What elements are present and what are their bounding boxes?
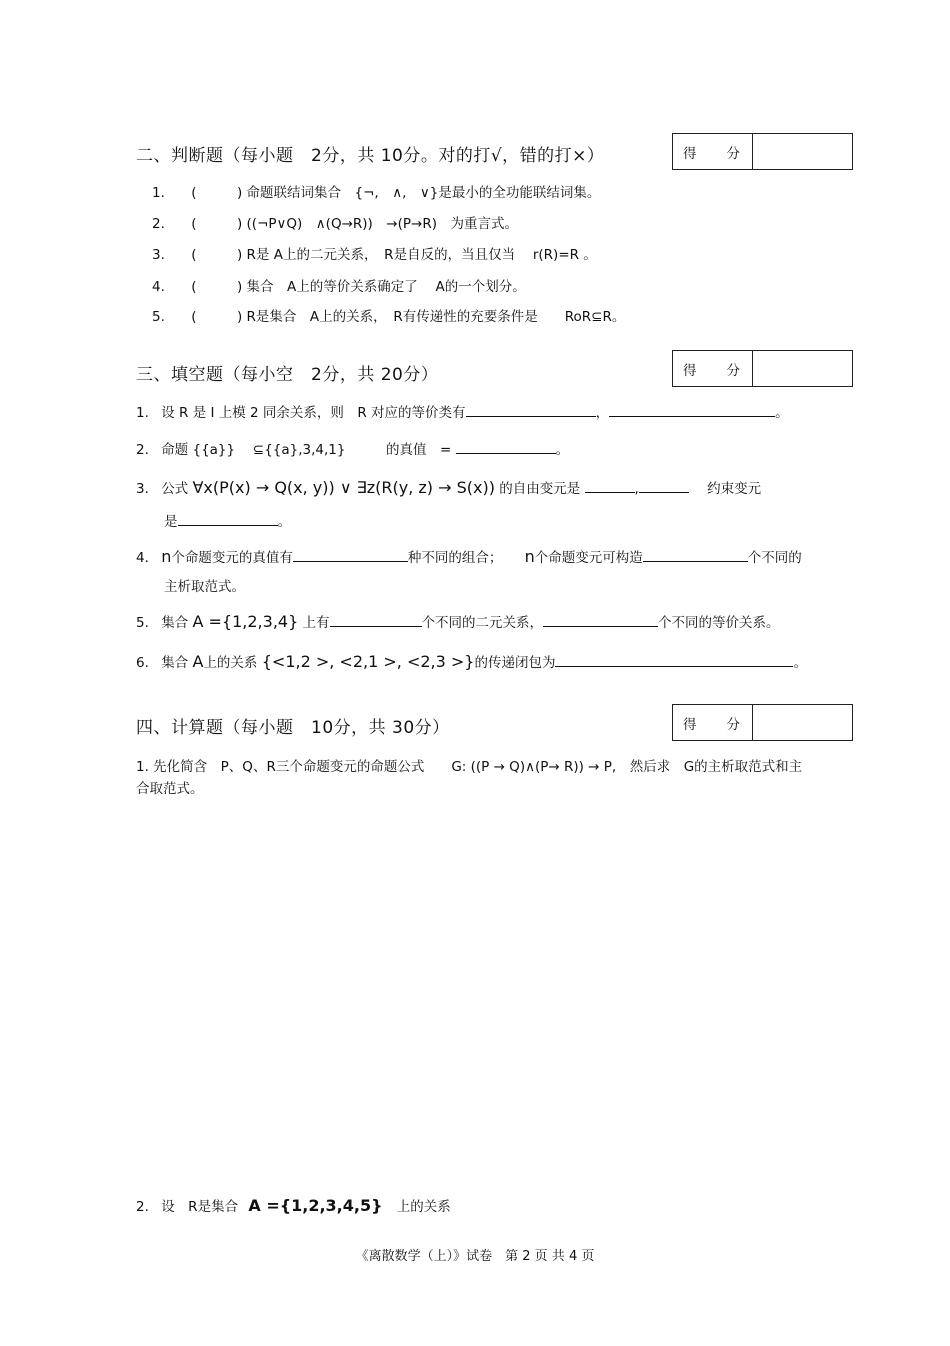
fill-question-4-cont: 主析取范式。 xyxy=(164,579,245,595)
question-text: 的自由变元是 xyxy=(499,481,581,497)
question-number: 4. xyxy=(136,550,149,566)
section3-title: 三、填空题（每小空 2分，共 20分） xyxy=(136,365,439,385)
relation: {<1,2 >, <2,1 >, <2,3 >} xyxy=(261,652,475,671)
score-label-char-2: 分 xyxy=(726,362,740,379)
fill-question-3-cont xyxy=(164,510,291,530)
question-number: 5. xyxy=(136,615,149,631)
question-text: 个命题变元可构造 xyxy=(534,550,643,566)
item-text: 命题联结词集合 {¬, ∧, ∨}是最小的全功能联结词集。 xyxy=(246,185,601,201)
answer-paren[interactable]: ( ) xyxy=(191,247,243,263)
score-label-char-2: 分 xyxy=(726,716,740,733)
fill-question-1 xyxy=(136,401,789,421)
variable-n: n xyxy=(161,547,172,566)
judgement-item xyxy=(152,275,526,295)
score-label-char-2: 分 xyxy=(726,145,740,162)
question-text: 集合 xyxy=(161,615,189,631)
item-text: R是集合 A上的关系， R有传递性的充要条件是 RoR⊆R。 xyxy=(246,309,626,325)
question-text: 上的关系 xyxy=(203,655,258,671)
answer-blank[interactable] xyxy=(178,512,278,526)
fill-question-4 xyxy=(136,546,802,566)
section4-title: 四、计算题（每小题 10分，共 30分） xyxy=(136,718,450,738)
question-number: 1. xyxy=(136,405,149,421)
score-label-char-1: 得 xyxy=(683,145,697,162)
question-text: 个不同的等价关系。 xyxy=(658,615,780,631)
question-text: 上有 xyxy=(302,615,330,631)
section4-score-box xyxy=(672,704,853,741)
question-text: 。 xyxy=(793,655,807,671)
answer-blank[interactable] xyxy=(639,479,689,493)
question-text: 设 R 是 I 上模 2 同余关系，则 R 对应的等价类有 xyxy=(161,405,466,421)
question-number: 2. xyxy=(136,442,149,458)
question-number: 2. xyxy=(136,1199,149,1215)
question-text: 上的关系 xyxy=(396,1199,451,1215)
answer-paren[interactable]: ( ) xyxy=(191,216,243,232)
answer-blank[interactable] xyxy=(585,479,635,493)
calc-question-2 xyxy=(136,1195,451,1215)
score-label-char-1: 得 xyxy=(683,716,697,733)
judgement-item xyxy=(152,181,600,201)
answer-blank[interactable] xyxy=(466,403,596,417)
section2-title: 二、判断题（每小题 2分，共 10分。对的打√，错的打×） xyxy=(136,146,605,166)
question-text: 是 xyxy=(164,514,178,530)
item-text: R是 A上的二元关系， R是自反的，当且仅当 r(R)=R 。 xyxy=(246,247,597,263)
judgement-item xyxy=(152,243,597,263)
item-number: 5. xyxy=(152,309,165,325)
answer-blank[interactable] xyxy=(456,440,556,454)
question-text: 的传递闭包为 xyxy=(474,655,556,671)
question-text: 种不同的组合； xyxy=(407,550,503,566)
answer-blank[interactable] xyxy=(543,613,658,627)
answer-paren[interactable]: ( ) xyxy=(191,185,243,201)
question-text: , xyxy=(634,481,639,497)
score-label xyxy=(673,351,753,386)
question-number: 3. xyxy=(136,481,149,497)
question-text: 个不同的二元关系， xyxy=(421,615,544,631)
score-field[interactable] xyxy=(753,705,852,740)
item-number: 2. xyxy=(152,216,165,232)
item-text: 集合 A上的等价关系确定了 A的一个划分。 xyxy=(246,279,526,295)
judgement-item xyxy=(152,305,625,325)
item-number: 3. xyxy=(152,247,165,263)
page-footer: 《离散数学（上）》试卷 第 2 页 共 4 页 xyxy=(355,1249,595,1264)
set-A: A ={1,2,3,4} xyxy=(192,612,299,631)
answer-blank[interactable] xyxy=(643,548,748,562)
fill-question-3 xyxy=(136,477,761,497)
section3-score-box xyxy=(672,350,853,387)
question-number: 6. xyxy=(136,655,149,671)
set-A: A ={1,2,3,4,5} xyxy=(248,1196,383,1215)
variable-n: n xyxy=(524,547,535,566)
calc-question-1-line2: 合取范式。 xyxy=(136,781,204,797)
question-text: 个命题变元的真值有 xyxy=(171,550,293,566)
question-text: 命题 {{a}} ⊆{{a},3,4,1} 的真值 = xyxy=(161,442,456,458)
question-text: ， xyxy=(595,405,610,421)
fill-question-5 xyxy=(136,611,780,631)
item-number: 1. xyxy=(152,185,165,201)
score-label xyxy=(673,134,753,169)
question-text: 集合 xyxy=(161,655,189,671)
answer-blank[interactable] xyxy=(330,613,422,627)
score-label-char-1: 得 xyxy=(683,362,697,379)
item-number: 4. xyxy=(152,279,165,295)
question-text: 。 xyxy=(277,514,291,530)
judgement-item xyxy=(152,212,518,232)
set-A: A xyxy=(192,652,204,671)
question-text: 个不同的 xyxy=(747,550,802,566)
question-text: 。 xyxy=(775,405,789,421)
question-text: 设 R是集合 xyxy=(161,1199,239,1215)
question-text: 。 xyxy=(555,442,570,458)
calc-question-1-line1: 1. 先化简含 P、Q、R三个命题变元的命题公式 G: ((P → Q)∧(P→ R)) → P, 然后求 G的主析取范式和主 xyxy=(136,759,803,775)
answer-paren[interactable]: ( ) xyxy=(191,309,243,325)
score-label xyxy=(673,705,753,740)
fill-question-6 xyxy=(136,651,807,671)
answer-blank[interactable] xyxy=(293,548,408,562)
question-text: 约束变元 xyxy=(707,481,762,497)
section2-score-box xyxy=(672,133,853,170)
question-text: 公式 xyxy=(161,481,189,497)
score-field[interactable] xyxy=(753,134,852,169)
score-field[interactable] xyxy=(753,351,852,386)
answer-paren[interactable]: ( ) xyxy=(191,279,243,295)
fill-question-2 xyxy=(136,438,569,458)
answer-blank[interactable] xyxy=(609,403,775,417)
formula: ∀x(P(x) → Q(x, y)) ∨ ∃z(R(y, z) → S(x)) xyxy=(192,478,495,497)
item-text: ((¬P∨Q) ∧(Q→R)) →(P→R) 为重言式。 xyxy=(246,216,518,232)
answer-area[interactable] xyxy=(136,800,856,1180)
answer-blank[interactable] xyxy=(555,653,793,667)
